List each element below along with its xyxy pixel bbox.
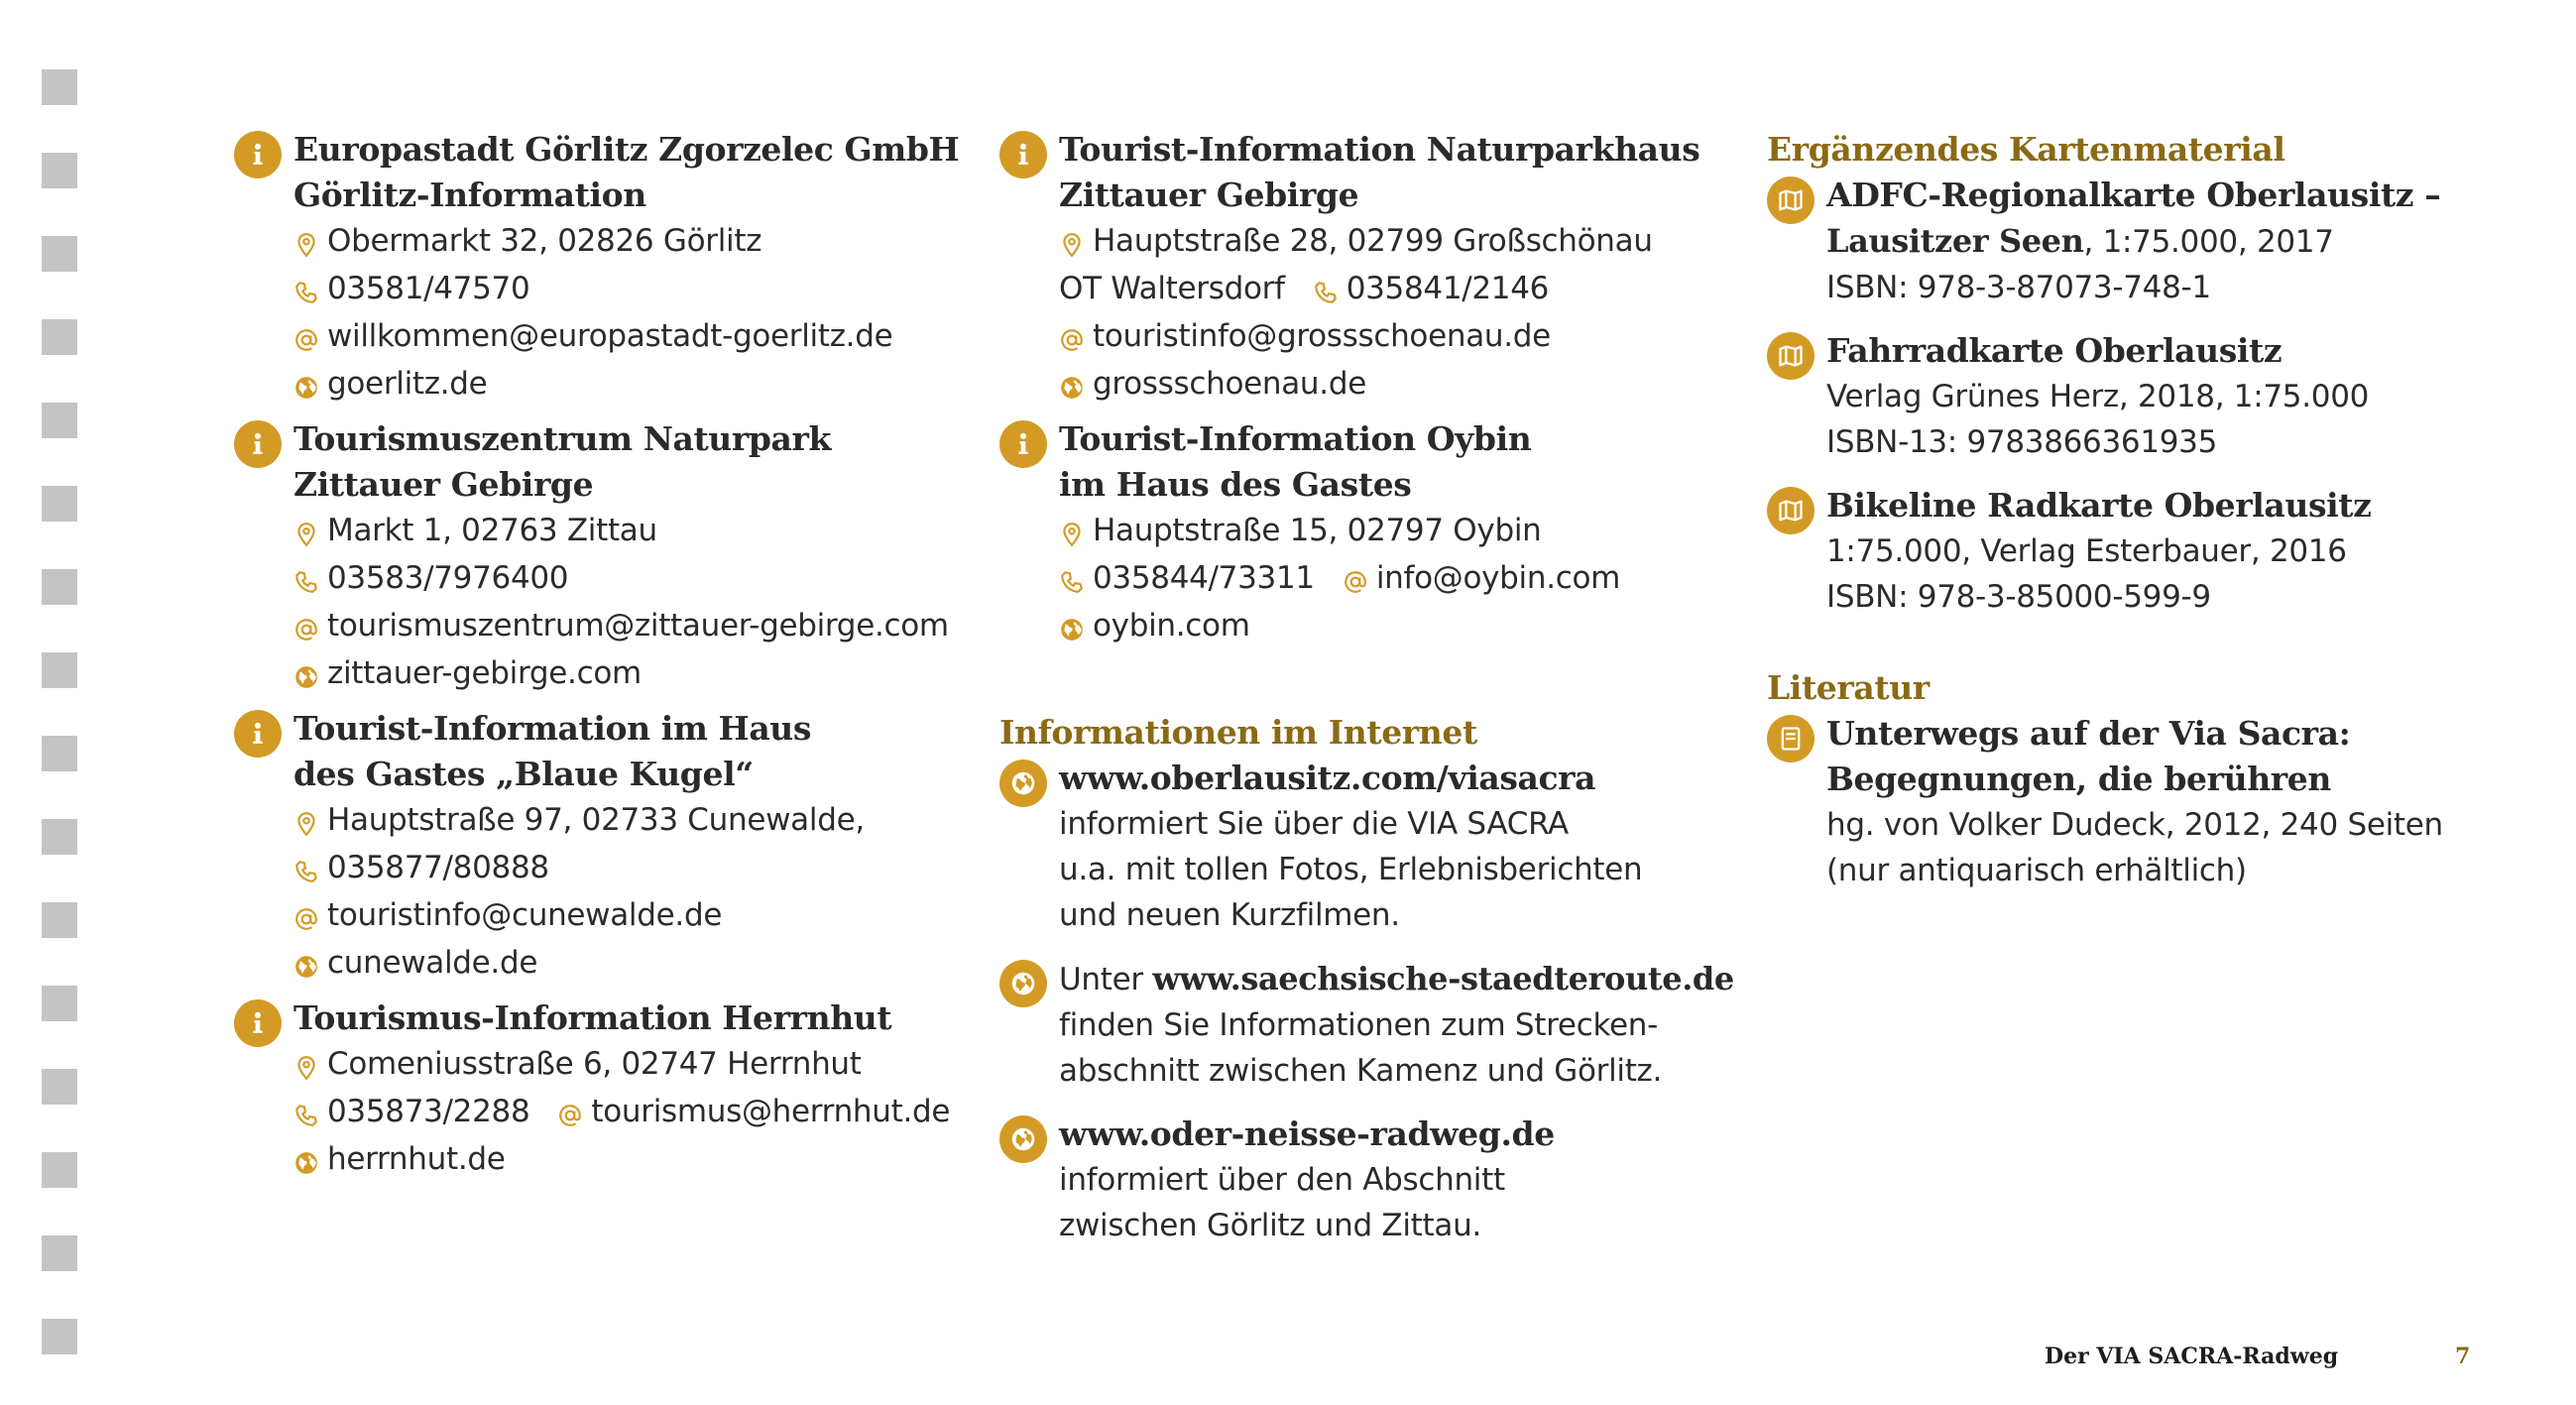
binder-hole	[42, 1319, 77, 1354]
address: Hauptstraße 15, 02797 Oybin	[1093, 513, 1542, 548]
binder-hole	[42, 403, 77, 438]
info-icon	[234, 131, 282, 178]
phone-icon	[293, 1091, 327, 1136]
internet-desc: informiert über den Abschnitt	[1059, 1162, 1505, 1198]
phone-icon	[1313, 268, 1347, 313]
at-icon	[1343, 557, 1376, 603]
internet-heading: Informationen im Internet	[999, 713, 1477, 752]
binder-hole	[42, 69, 77, 105]
map-isbn: ISBN: 978-3-85000-599-9	[1826, 579, 2211, 615]
internet-desc: informiert Sie über die VIA SACRA	[1059, 806, 1569, 842]
location-pin-icon	[293, 220, 327, 266]
phone-link[interactable]: 035844/73311	[1093, 560, 1315, 596]
globe-icon	[999, 1115, 1047, 1163]
email-link[interactable]: touristinfo@cunewalde.de	[327, 897, 723, 933]
contact-entry	[999, 127, 1734, 409]
info-icon	[999, 131, 1047, 178]
location-pin-icon	[293, 799, 327, 845]
internet-desc: abschnitt zwischen Kamenz und Görlitz.	[1059, 1053, 1663, 1089]
email-link[interactable]: touristinfo@grossschoenau.de	[1093, 318, 1551, 354]
location-pin-icon	[293, 510, 327, 555]
entry-title: Tourismuszentrum Naturpark	[293, 419, 831, 458]
entry-title: Tourist-Information Naturparkhaus	[1059, 130, 1700, 169]
phone-icon	[293, 268, 327, 313]
email-link[interactable]: info@oybin.com	[1375, 560, 1621, 596]
entry-subtitle: Zittauer Gebirge	[1059, 176, 1359, 214]
phone-link[interactable]: 03583/7976400	[327, 560, 569, 596]
info-icon	[999, 420, 1047, 468]
literature-heading: Literatur	[1767, 668, 1930, 707]
book-subtitle: Begegnungen, die berühren	[1826, 760, 2331, 798]
map-icon	[1767, 176, 1815, 224]
contact-entry	[999, 416, 1734, 650]
internet-entry	[999, 956, 1734, 1094]
location-pin-icon	[1059, 510, 1093, 555]
email-link[interactable]: tourismuszentrum@zittauer-gebirge.com	[327, 608, 949, 644]
binder-hole	[42, 319, 77, 355]
binder-hole	[42, 986, 77, 1021]
internet-desc: finden Sie Informationen zum Strecken-	[1059, 1007, 1658, 1043]
web-link[interactable]: oybin.com	[1093, 608, 1250, 644]
location-pin-icon	[293, 1043, 327, 1089]
map-title: Fahrradkarte Oberlausitz	[1826, 331, 2283, 370]
web-link[interactable]: cunewalde.de	[327, 945, 538, 981]
web-link[interactable]: zittauer-gebirge.com	[327, 655, 642, 691]
internet-prefix: Unter	[1059, 962, 1143, 997]
internet-desc: zwischen Görlitz und Zittau.	[1059, 1208, 1481, 1243]
phone-link[interactable]: 035877/80888	[327, 850, 549, 885]
internet-desc: u.a. mit tollen Fotos, Erlebnisberichten	[1059, 852, 1643, 887]
phone-link[interactable]: 035841/2146	[1346, 271, 1550, 306]
book-availability: (nur antiquarisch erhältlich)	[1826, 853, 2247, 888]
column-maps-literature	[1767, 127, 2443, 893]
phone-icon	[1059, 557, 1093, 603]
at-icon	[293, 315, 327, 361]
map-title: Bikeline Radkarte Oberlausitz	[1826, 486, 2372, 525]
binder-hole	[42, 153, 77, 188]
binder-hole	[42, 486, 77, 522]
contact-entry	[234, 127, 959, 409]
binder-hole	[42, 902, 77, 938]
map-entry	[1767, 483, 2443, 620]
binder-hole	[42, 652, 77, 688]
info-icon	[234, 999, 282, 1047]
at-icon	[1059, 315, 1093, 361]
column-tourist-info-1	[234, 127, 959, 1184]
map-details: , 1:75.000, 2017	[2083, 224, 2334, 260]
globe-icon	[293, 942, 327, 988]
map-entry	[1767, 328, 2443, 465]
footer-title: Der VIA SACRA-Radweg	[2045, 1344, 2339, 1369]
book-title: Unterwegs auf der Via Sacra:	[1826, 714, 2351, 753]
web-link[interactable]: grossschoenau.de	[1093, 366, 1366, 402]
internet-url[interactable]: www.saechsische-staedteroute.de	[1152, 960, 1734, 997]
map-isbn: ISBN-13: 9783866361935	[1826, 424, 2218, 460]
email-link[interactable]: tourismus@herrnhut.de	[591, 1094, 951, 1129]
phone-link[interactable]: 035873/2288	[327, 1094, 530, 1129]
book-entry	[1767, 711, 2443, 893]
at-icon	[293, 605, 327, 650]
entry-title: Tourismus-Information Herrnhut	[293, 998, 892, 1037]
book-details: hg. von Volker Dudeck, 2012, 240 Seiten	[1826, 807, 2443, 843]
contact-entry	[234, 416, 959, 698]
map-title: ADFC-Regionalkarte Oberlausitz –	[1826, 176, 2441, 214]
address: Hauptstraße 97, 02733 Cunewalde,	[327, 802, 865, 838]
phone-icon	[293, 557, 327, 603]
address: Comeniusstraße 6, 02747 Herrnhut	[327, 1046, 862, 1082]
internet-entry	[999, 1112, 1734, 1248]
at-icon	[293, 894, 327, 940]
map-icon	[1767, 487, 1815, 534]
globe-icon	[293, 1138, 327, 1184]
entry-subtitle: Zittauer Gebirge	[293, 465, 594, 504]
binder-hole	[42, 736, 77, 771]
entry-subtitle: im Haus des Gastes	[1059, 465, 1412, 504]
internet-entry	[999, 756, 1734, 938]
map-entry	[1767, 173, 2443, 310]
address: Markt 1, 02763 Zittau	[327, 513, 657, 548]
internet-desc: und neuen Kurzfilmen.	[1059, 897, 1400, 933]
globe-icon	[999, 960, 1047, 1007]
map-title-cont: Lausitzer Seen	[1826, 222, 2084, 260]
map-isbn: ISBN: 978-3-87073-748-1	[1826, 270, 2211, 305]
entry-title: Europastadt Görlitz Zgorzelec GmbH	[293, 130, 960, 169]
entry-title: Tourist-Information Oybin	[1059, 419, 1532, 458]
maps-heading: Ergänzendes Kartenmaterial	[1767, 130, 2285, 169]
address-line-2: OT Waltersdorf	[1059, 271, 1285, 306]
at-icon	[557, 1091, 591, 1136]
entry-title: Tourist-Information im Haus	[293, 709, 812, 748]
map-details: 1:75.000, Verlag Esterbauer, 2016	[1826, 533, 2347, 569]
contact-entry	[234, 706, 959, 988]
email-link[interactable]: willkommen@europastadt-goerlitz.de	[327, 318, 893, 354]
location-pin-icon	[1059, 220, 1093, 266]
info-icon	[234, 710, 282, 758]
phone-icon	[293, 847, 327, 892]
web-link[interactable]: herrnhut.de	[327, 1141, 506, 1177]
globe-icon	[999, 760, 1047, 807]
map-details: Verlag Grünes Herz, 2018, 1:75.000	[1826, 379, 2370, 414]
binder-hole	[42, 569, 77, 605]
address: Hauptstraße 28, 02799 Großschönau	[1093, 223, 1653, 259]
column-tourist-info-2	[999, 127, 1734, 1248]
address: Obermarkt 32, 02826 Görlitz	[327, 223, 762, 259]
binder-hole	[42, 819, 77, 855]
entry-subtitle: Görlitz-Information	[293, 176, 646, 214]
map-icon	[1767, 332, 1815, 380]
globe-icon	[1059, 605, 1093, 650]
phone-link[interactable]: 03581/47570	[327, 271, 530, 306]
contact-entry	[234, 995, 959, 1184]
page-number: 7	[2455, 1344, 2471, 1369]
entry-subtitle: des Gastes „Blaue Kugel“	[293, 755, 754, 793]
globe-icon	[293, 652, 327, 698]
binder-hole	[42, 1069, 77, 1105]
globe-icon	[293, 363, 327, 409]
info-icon	[234, 420, 282, 468]
book-icon	[1767, 715, 1815, 762]
globe-icon	[1059, 363, 1093, 409]
binder-hole	[42, 236, 77, 272]
binder-hole	[42, 1152, 77, 1188]
web-link[interactable]: goerlitz.de	[327, 366, 488, 402]
internet-url[interactable]: www.oberlausitz.com/viasacra	[1059, 759, 1596, 797]
internet-url[interactable]: www.oder-neisse-radweg.de	[1059, 1114, 1555, 1153]
binder-hole	[42, 1235, 77, 1271]
